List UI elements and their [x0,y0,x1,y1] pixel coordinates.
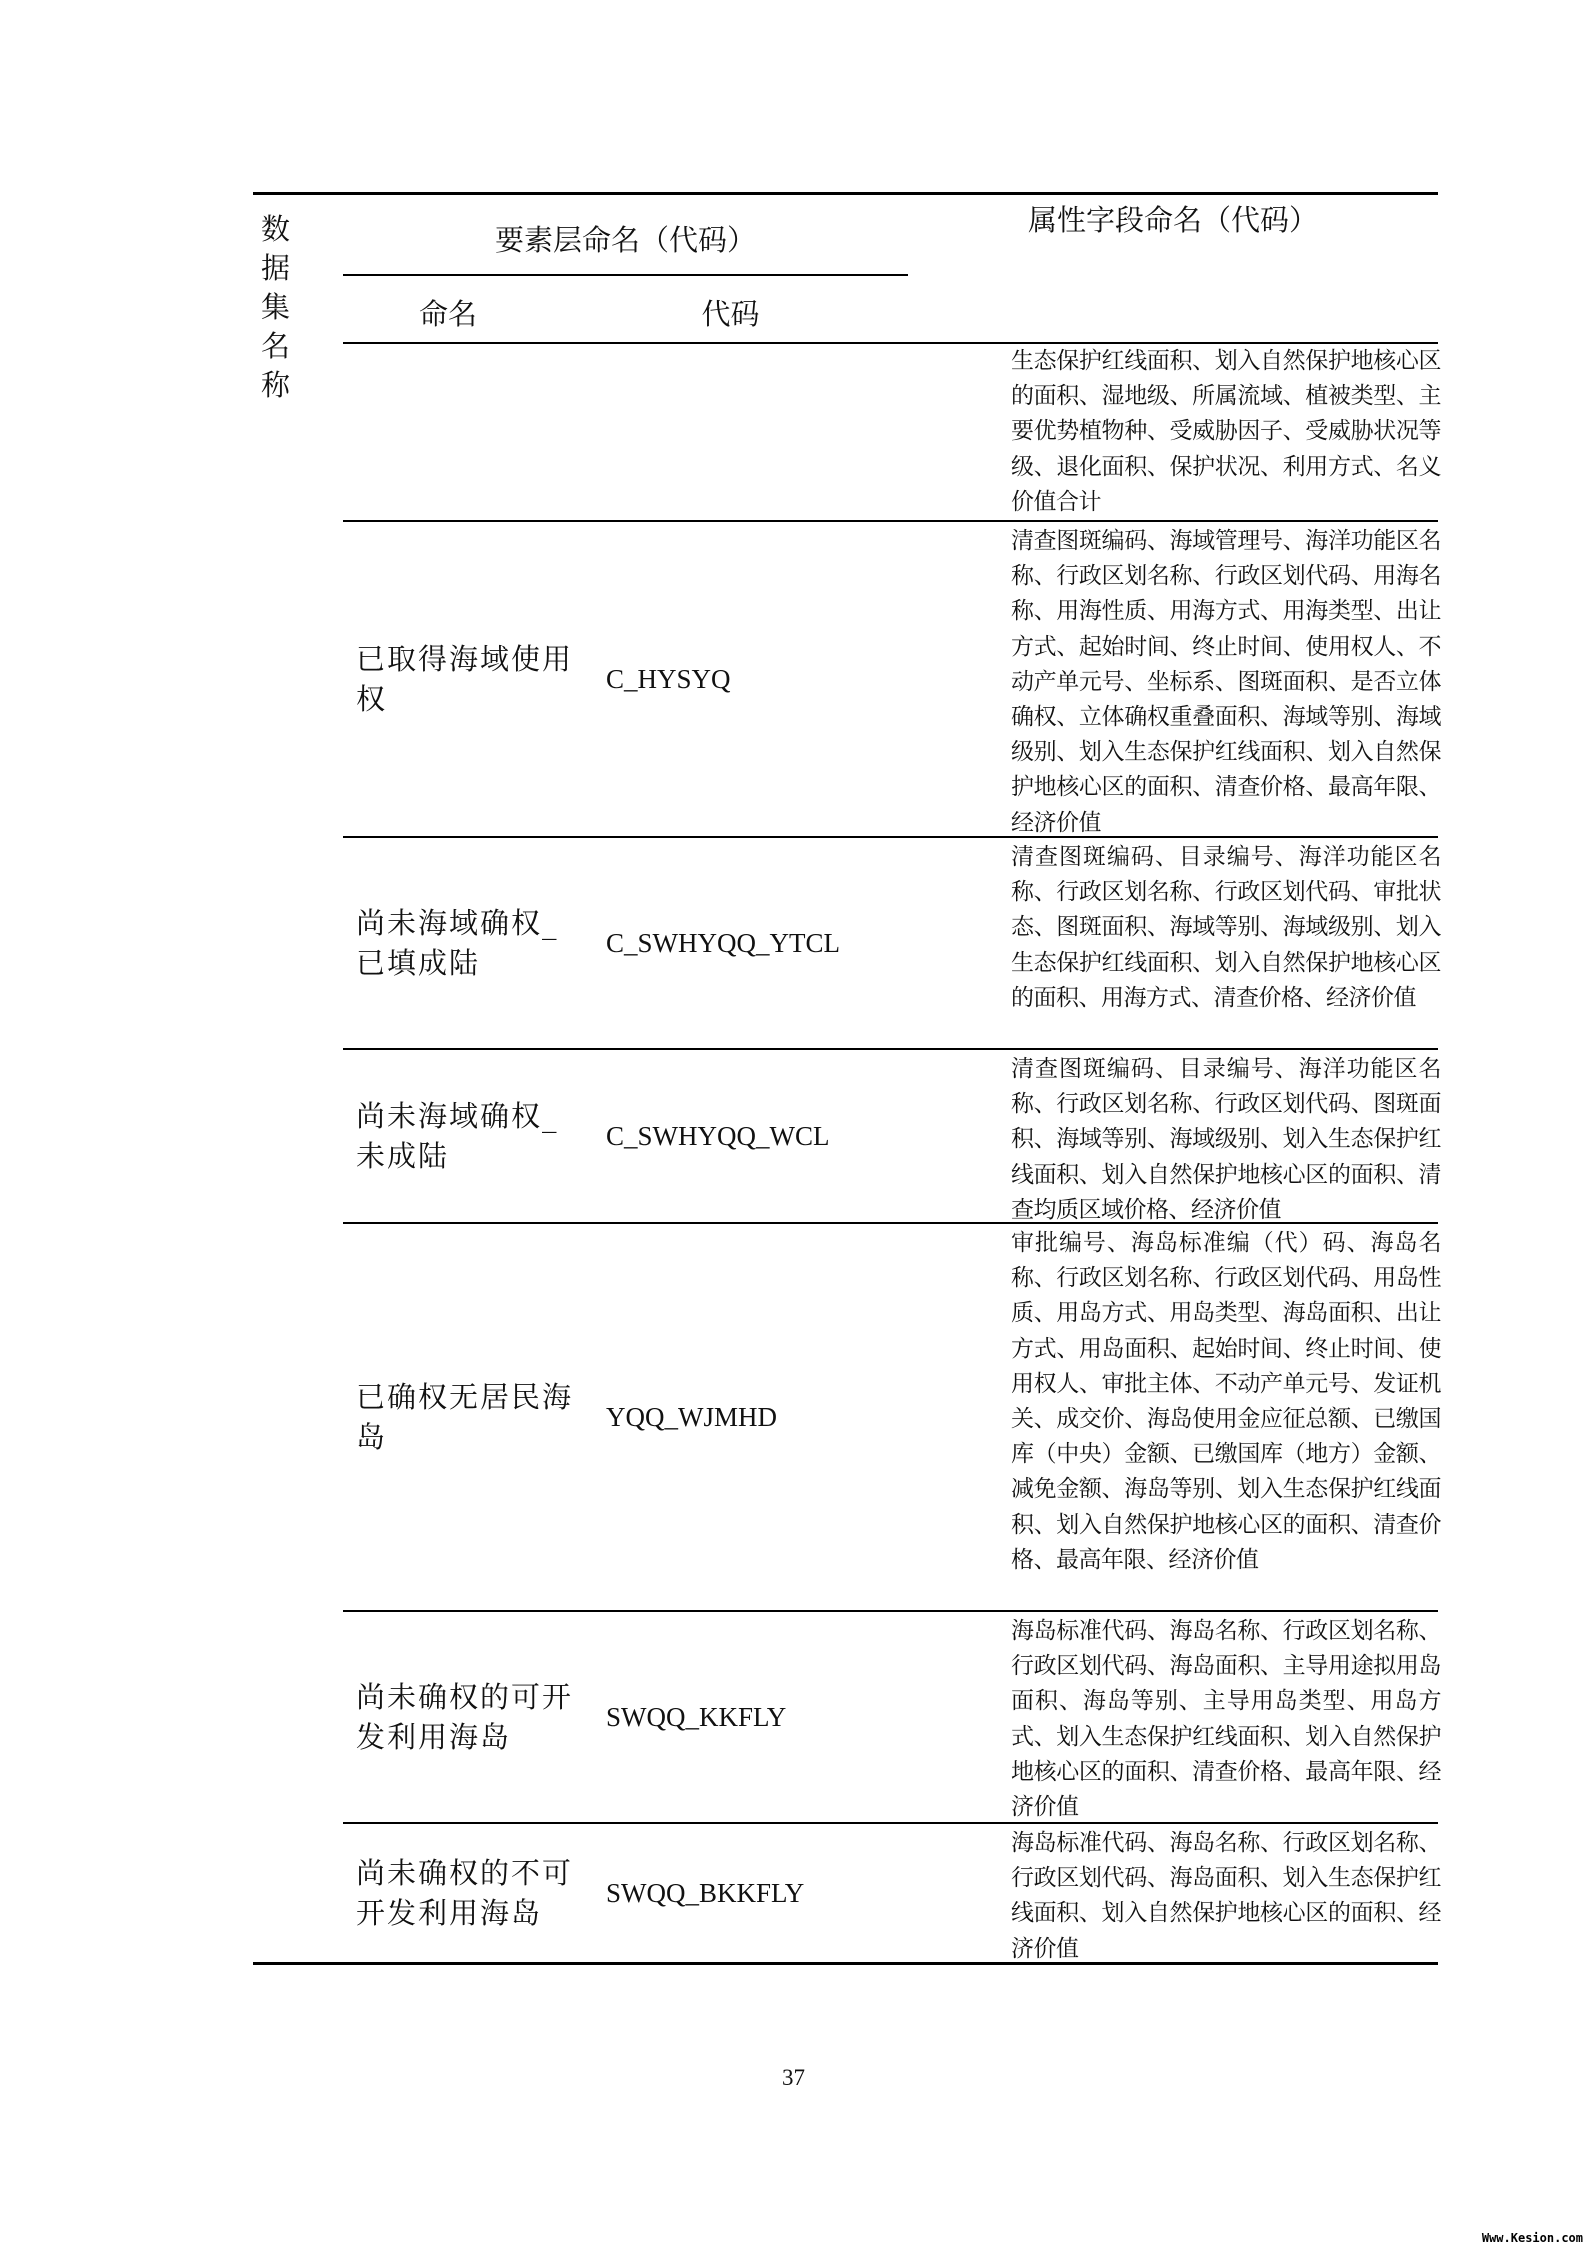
layer-code-text: C_SWHYQQ_YTCL [606,928,840,958]
header-group-rule [343,274,908,276]
row-fields: 清查图斑编码、目录编号、海洋功能区名称、行政区划名称、行政区划代码、审批状态、图斑面积、海域等别、海域级别、划入生态保护红线面积、划入自然保护地核心区的面积、用海方式、清查价格、经济价值 [1011,844,1441,1011]
name-column-header: 命名 [418,297,477,331]
layer-name-text: 尚未海域确权_已填成陆 [356,906,559,980]
dataset-name-header: 数据集名称 [261,212,305,402]
row-fields: 生态保护红线面积、划入自然保护地核心区的面积、湿地级、所属流域、植被类型、主要优势植物种、受威胁因子、受威胁状况等级、退化面积、保护状况、利用方式、名义价值合计 [1011,348,1441,515]
layer-code-text: SWQQ_BKKFLY [606,1878,805,1908]
layer-code-text: C_SWHYQQ_WCL [606,1121,830,1151]
row-layer-code [606,1050,896,1222]
row-fields: 海岛标准代码、海岛名称、行政区划名称、行政区划代码、海岛面积、划入生态保护红线面积、划入自然保护地核心区的面积、经济价值 [1011,1830,1441,1962]
code-column-header: 代码 [701,297,760,331]
row-layer-name [356,1224,586,1610]
layer-group-header: 要素层命名（代码） [494,223,756,257]
row-fields: 审批编号、海岛标准编（代）码、海岛名称、行政区划名称、行政区划代码、用岛性质、用岛方式、用岛类型、海岛面积、出让方式、用岛面积、起始时间、终止时间、使用权人、审批主体、不动产单元号、发证机关、成交价、海岛使用金应征总额、已缴国库（中央）金额、已缴国库（地方）金额、减免金额、海岛等别、划入生态保护红线面积、划入自然保护地核心区的面积、清查价格、最高年限、经济价值 [1011,1230,1441,1573]
row-layer-code [606,1824,896,1962]
layer-name-text: 尚未海域确权_未成陆 [356,1099,559,1173]
table-top-rule [253,192,1438,195]
row-layer-code [606,1224,896,1610]
layer-name-text: 已确权无居民海岛 [356,1380,574,1454]
page-number: 37 [782,2065,805,2090]
row-fields: 清查图斑编码、目录编号、海洋功能区名称、行政区划名称、行政区划代码、图斑面积、海域等别、海域级别、划入生态保护红线面积、划入自然保护地核心区的面积、清查均质区域价格、经济价值 [1011,1056,1441,1223]
row-layer-name [356,838,586,1048]
attribute-table [253,192,1441,1976]
layer-name-text: 尚未确权的不可开发利用海岛 [356,1856,574,1930]
row-fields: 海岛标准代码、海岛名称、行政区划名称、行政区划代码、海岛面积、主导用途拟用岛面积、海岛等别、主导用岛类型、用岛方式、划入生态保护红线面积、划入自然保护地核心区的面积、清查价格、最高年限、经济价值 [1011,1618,1441,1821]
row-layer-code [606,1612,896,1822]
row-layer-name [356,1824,586,1962]
layer-name-text: 尚未确权的可开发利用海岛 [356,1680,574,1754]
attributes-header: 属性字段命名（代码） [1027,203,1318,237]
row-layer-code [606,838,896,1048]
layer-name-text: 已取得海域使用权 [356,642,574,716]
watermark: Www.Kesion.com [1481,2231,1583,2245]
row-fields: 清查图斑编码、海域管理号、海洋功能区名称、行政区划名称、行政区划代码、用海名称、用海性质、用海方式、用海类型、出让方式、起始时间、终止时间、使用权人、不动产单元号、坐标系、图斑面积、是否立体确权、立体确权重叠面积、海域等别、海域级别、划入生态保护红线面积、划入自然保护地核心区的面积、清查价格、最高年限、经济价值 [1011,528,1441,836]
layer-code-text: SWQQ_KKFLY [606,1702,787,1732]
layer-code-text: YQQ_WJMHD [606,1402,777,1432]
row-layer-name [356,522,586,836]
row-layer-code [606,522,896,836]
row-layer-name [356,1050,586,1222]
row-layer-name [356,1612,586,1822]
layer-code-text: C_HYSYQ [606,664,731,694]
